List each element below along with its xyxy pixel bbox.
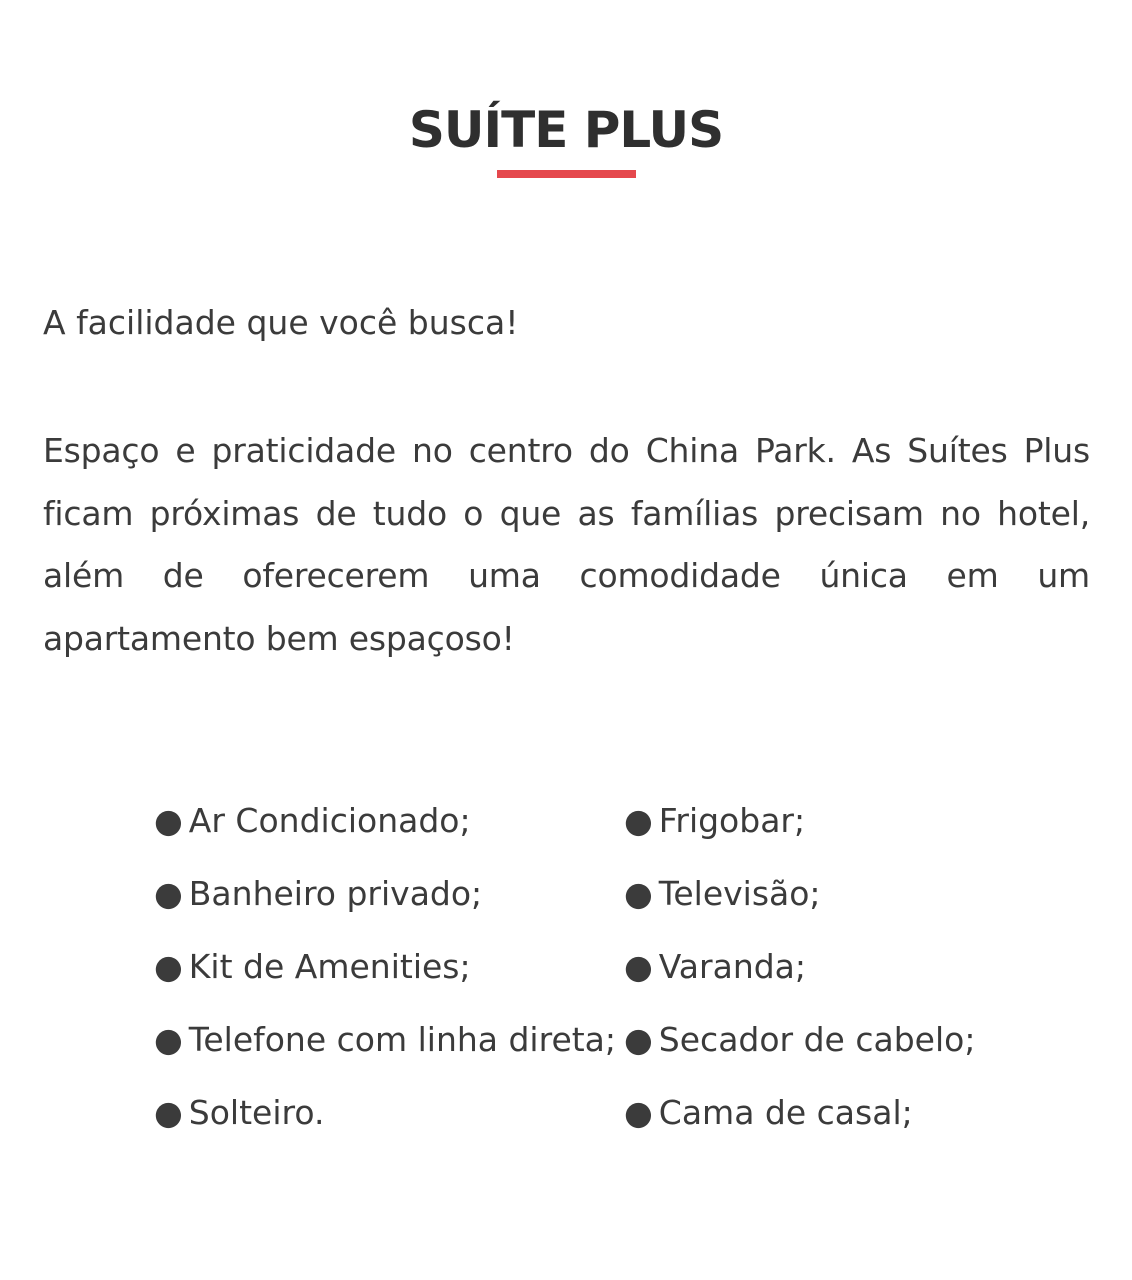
amenity-label: Ar Condicionado;: [188, 801, 471, 840]
bullet-icon: ●: [624, 947, 653, 986]
amenity-item: [624, 790, 1034, 852]
amenity-item: [154, 936, 624, 998]
amenity-item: [154, 1082, 624, 1144]
amenity-label: Solteiro.: [188, 1093, 325, 1132]
amenity-label: Cama de casal;: [658, 1093, 913, 1132]
bullet-icon: ●: [154, 1020, 183, 1059]
amenity-label: Varanda;: [658, 947, 807, 986]
page-title: SUÍTE PLUS: [408, 100, 724, 159]
bullet-icon: ●: [154, 874, 183, 913]
bullet-icon: ●: [154, 801, 183, 840]
amenity-label: Banheiro privado;: [188, 874, 483, 913]
amenities-column-left: [154, 790, 624, 1155]
amenity-item: [624, 936, 1034, 998]
amenity-item: [154, 1009, 624, 1071]
amenity-label: Secador de cabelo;: [658, 1020, 976, 1059]
bullet-icon: ●: [624, 1020, 653, 1059]
amenity-label: Kit de Amenities;: [188, 947, 471, 986]
bullet-icon: ●: [624, 1093, 653, 1132]
amenity-item: [624, 863, 1034, 925]
amenity-item: [154, 790, 624, 852]
amenity-item: [624, 1082, 1034, 1144]
amenity-label: Telefone com linha direta;: [188, 1020, 617, 1059]
title-underline: [497, 170, 636, 178]
amenity-item: [154, 863, 624, 925]
amenities-column-right: [624, 790, 1034, 1155]
amenity-label: Televisão;: [658, 874, 821, 913]
amenity-label: Frigobar;: [658, 801, 806, 840]
bullet-icon: ●: [624, 801, 653, 840]
amenities-list: [154, 790, 1034, 1155]
description-text: Espaço e praticidade no centro do China Park. As Suítes Plus ficam próximas de tudo o que as famílias precisam no hotel, além de oferecerem uma comodidade única em um apartamento bem espaçoso!: [43, 431, 1090, 658]
amenity-item: [624, 1009, 1034, 1071]
intro-text: A facilidade que você busca!: [43, 303, 519, 342]
bullet-icon: ●: [154, 1093, 183, 1132]
bullet-icon: ●: [154, 947, 183, 986]
bullet-icon: ●: [624, 874, 653, 913]
